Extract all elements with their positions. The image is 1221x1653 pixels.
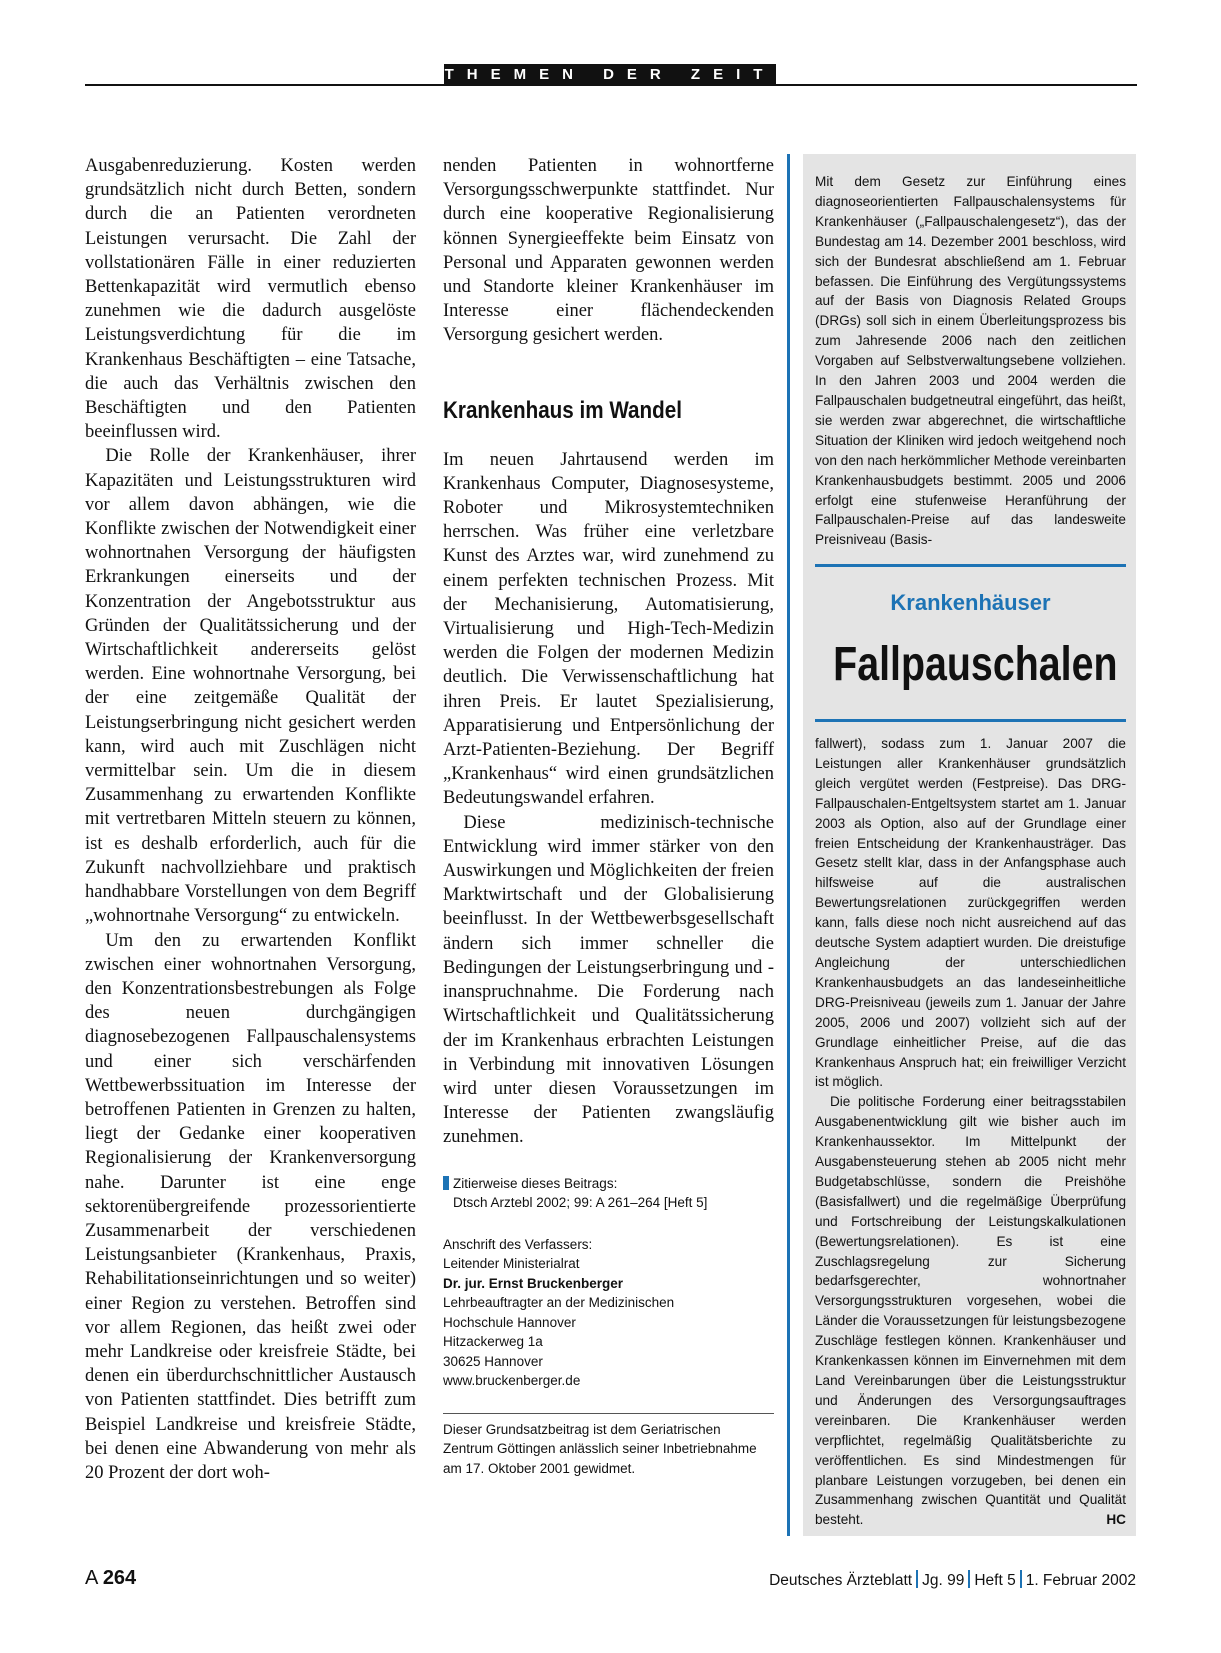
citation-label: Zitierweise dieses Beitrags:	[453, 1175, 618, 1191]
info-sidebar	[803, 154, 1136, 1536]
address-label: Anschrift des Verfassers:	[443, 1236, 593, 1252]
column-divider	[787, 154, 790, 1536]
issue-date: 1. Februar 2002	[1025, 1572, 1136, 1589]
body-paragraph: nenden Patienten in wohnortferne Versorgungsschwerpunkte stattfindet. Nur durch eine kooperative Regionalisierung können Synergieeffekte beim Einsatz von Personal und Apparaten gewonnen werden und Standorte kleiner Krankenhäuser im Interesse einer flächendeckenden Versorgung gesichert werden.	[443, 156, 774, 346]
sidebar-title: Fallpauschalen	[833, 638, 1118, 691]
sidebar-paragraph: Mit dem Gesetz zur Einführung eines diagnoseorientierten Fallpauschalensystems für Krankenhäuser („Fallpauschalengesetz“), das der Bundestag am 14. Dezember 2001 beschloss, wird sich der Bundesrat abschließend am 1. Februar befassen. Die Einführung des Vergütungssystems auf der Basis von Diagnosis Related Groups (DRGs) soll sich in einem Überleitungsprozess bis zum Jahresende 2006 nach den zeitlichen Vorgaben auf Selbstverwaltungsebene vollziehen. In den Jahren 2003 und 2004 werden die Fallpauschalen budgetneutral eingeführt, das heißt, sie werden zwar abgerechnet, die wirtschaftliche Situation der Kliniken wird jedoch weitgehend noch von den nach herkömmlicher Methode vereinbarten Krankenhausbudgets bestimmt. 2005 und 2006 erfolgt eine stufenweise Heranführung der Fallpauschalen-Preise auf das landesweite Preisniveau (Basis-	[815, 174, 1126, 548]
dedication-note: Dieser Grundsatzbeitrag ist dem Geriatrischen Zentrum Göttingen anlässlich seiner Inbetriebnahme am 17. Oktober 2001 gewidmet.	[443, 1413, 774, 1479]
page-number	[85, 1567, 136, 1590]
sidebar-kicker: Krankenhäuser	[890, 590, 1051, 615]
citation-block	[443, 1174, 774, 1213]
body-paragraph: Die Rolle der Krankenhäuser, ihrer Kapazitäten und Leistungsstrukturen wird vor allem davon abhängen, wie die Konflikte zwischen der Notwendigkeit einer wohnortnahen Versorgung der häufigsten Erkrankungen einerseits und der Konzentration der Angebotsstruktur aus Gründen der Qualitätssicherung und der Wirtschaftlichkeit andererseits gelöst werden. Eine wohnortnahe Versorgung, bei der eine zeitgemäße Qualität der Leistungserbringung nicht gesichert werden kann, wird auch mit Zuschlägen nicht vermittelbar sein. Um die in diesem Zusammenhang zu erwartenden Konflikte mit vertretbaren Mitteln steuern zu können, ist es deshalb erforderlich, auch für die Zukunft nachvollziehbare und praktisch handhabbare Vorstellungen von dem Begriff „wohnortnahe Versorgung“ zu entwickeln.	[85, 446, 416, 927]
sidebar-text-top	[815, 172, 1126, 550]
address-city: 30625 Hannover	[443, 1353, 543, 1369]
page-number-value: 264	[102, 1567, 137, 1589]
sidebar-paragraph: fallwert), sodass zum 1. Januar 2007 die Leistungen aller Krankenhäuser grundsätzlich gleich vergütet werden (Festpreise). Das DRG-Fallpauschalen-Entgeltsystem startet am 1. Januar 2003 als Option, also auf der Grundlage einer freien Entscheidung der Krankenhausträger. Das Gesetz stellt klar, dass in der Anfangsphase auch hilfsweise auf die australischen Bewertungsrelationen zurückgegriffen werden kann, falls diese noch nicht ausreichend auf das deutsche System adaptiert wurden. Die dreistufige Angleichung der unterschiedlichen Krankenhausbudgets an das landeseinheitliche DRG-Preisniveau (jeweils zum 1. Januar der Jahre 2005, 2006 und 2007) vollzieht sich auf der Grundlage einheitlicher Preise, auf die das Krankenhaus Anspruch hat; ein freiwilliger Verzicht ist möglich.	[815, 736, 1126, 1090]
footer-separator	[968, 1570, 970, 1588]
section-heading: Krankenhaus im Wandel	[443, 396, 682, 424]
article-column-2	[443, 154, 774, 1478]
journal-name: Deutsches Ärzteblatt	[769, 1572, 913, 1589]
body-paragraph: Diese medizinisch-technische Entwicklung wird immer stärker von den Auswirkungen und Möglichkeiten der freien Marktwirtschaft und der Globalisierung beeinflusst. In der Wettbewerbsgesellschaft ändern sich immer schneller die Bedingungen der Leistungserbringung und -inanspruchnahme. Die Forderung nach Wirtschaftlichkeit und Qualitätssicherung der im Krankenhaus erbrachten Leistungen in Verbindung mit innovativen Lösungen wird unter diesen Voraussetzungen im Interesse der Patienten zwangsläufig zunehmen.	[443, 812, 774, 1148]
address-line: Lehrbeauftragter an der Medizinischen	[443, 1295, 675, 1311]
address-street: Hitzackerweg 1a	[443, 1334, 543, 1350]
page-prefix: A	[85, 1567, 98, 1589]
section-label: THEMEN DER ZEIT	[444, 64, 776, 86]
citation-text: Dtsch Arztebl 2002; 99: A 261–264 [Heft 5]	[453, 1195, 708, 1211]
sidebar-paragraph-text: Die politische Forderung einer beitragsstabilen Ausgabenentwicklung gilt wie bisher auch im Krankenhaussektor. Im Mittelpunkt der Ausgabensteuerung stehen ab 2005 nicht mehr Budgetabschlüsse, sondern die Preishöhe (Basisfallwert) und die regelmäßige Überprüfung und Fortschreibung der Leistungskalkulationen (Bewertungsrelationen). Es ist eine Zuschlagsregelung zur Sicherung bedarfsgerechter, wohnortnaher Versorgungsstrukturen vorgesehen, wobei die Länder die Voraussetzungen für leistungsbezogene Zuschläge festlegen können. Krankenhäuser und Krankenkassen können im Einvernehmen mit dem Land Vereinbarungen über die Leistungsstruktur und Änderungen des Versorgungsauftrages vereinbaren. Die Krankenhäuser werden verpflichtet, regelmäßig Qualitätsberichte zu veröffentlichen. Es sind Mindestmengen für planbare Leistungen vorzugeben, bei denen ein Zusammenhang zwischen Quantität und Qualität besteht.	[815, 1094, 1126, 1528]
sidebar-text-bottom	[815, 734, 1126, 1530]
footer-separator	[916, 1570, 918, 1588]
sidebar-paragraph	[815, 1092, 1126, 1530]
volume: Jg. 99	[922, 1572, 965, 1589]
footer-journal-info	[769, 1570, 1136, 1590]
citation-marker-icon	[443, 1176, 449, 1190]
address-role: Leitender Ministerialrat	[443, 1256, 580, 1272]
author-address	[443, 1235, 774, 1391]
body-paragraph: Im neuen Jahrtausend werden im Krankenhaus Computer, Diagnosesysteme, Roboter und Mikrosystemtechniken herrschen. Was früher eine verletzbare Kunst des Arztes war, wird zunehmend zu einem perfekten technischen Prozess. Mit der Mechanisierung, Automatisierung, Virtualisierung und High-Tech-Medizin werden die Folgen der modernen Medizin deutlich. Die Verwissenschaftlichung hat ihren Preis. Er lautet Spezialisierung, Apparatisierung und Entpersönlichung der Arzt-Patienten-Beziehung. Der Begriff „Krankenhaus“ wird einen grundsätzlichen Bedeutungswandel erfahren.	[443, 449, 774, 809]
author-name: Dr. jur. Ernst Bruckenberger	[443, 1275, 624, 1291]
address-line: Hochschule Hannover	[443, 1314, 576, 1330]
author-initials: HC	[1106, 1512, 1126, 1528]
sidebar-rule	[815, 564, 1126, 567]
sidebar-rule	[815, 719, 1126, 722]
issue: Heft 5	[974, 1572, 1016, 1589]
body-paragraph: Um den zu erwartenden Konflikt zwischen einer wohnortnahen Versorgung, den Konzentrationsbestrebungen als Folge des neuen durchgängigen diagnosebezogenen Fallpauschalensystems und einer sich verschärfenden Wettbewerbssituation im Interesse der betroffenen Patienten in Grenzen zu halten, liegt der Gedanke einer kooperativen Regionalisierung der Krankenversorgung nahe. Darunter ist eine enge sektorenübergreifende prozessorientierte Zusammenarbeit der verschiedenen Leistungsanbieter (Krankenhaus, Praxis, Rehabilitationseinrichtungen und so weiter) einer Region zu verstehen. Betroffen sind vor allem Regionen, das heißt zwei oder mehr Landkreise oder kreisfreie Städte, bei denen ein überdurchschnittlicher Austausch von Patienten stattfindet. Dies betrifft zum Beispiel Landkreise und kreisfreie Städte, bei denen eine Abwanderung von mehr als 20 Prozent der dort woh-	[85, 930, 416, 1483]
body-paragraph: Ausgabenreduzierung. Kosten werden grundsätzlich nicht durch Betten, sondern durch die an Patienten verordneten Leistungen verursacht. Die Zahl der vollstationären Fälle in einer reduzierten Bettenkapazität wird vermutlich ebenso zunehmen wie die dadurch ausgelöste Leistungsverdichtung für die im Krankenhaus Beschäftigten – eine Tatsache, die auch das Verhältnis zwischen den Beschäftigten und den Patienten beeinflussen wird.	[85, 156, 416, 443]
author-website-link[interactable]: www.bruckenberger.de	[443, 1373, 581, 1389]
footer-separator	[1020, 1570, 1022, 1588]
article-column-1	[85, 154, 416, 1485]
